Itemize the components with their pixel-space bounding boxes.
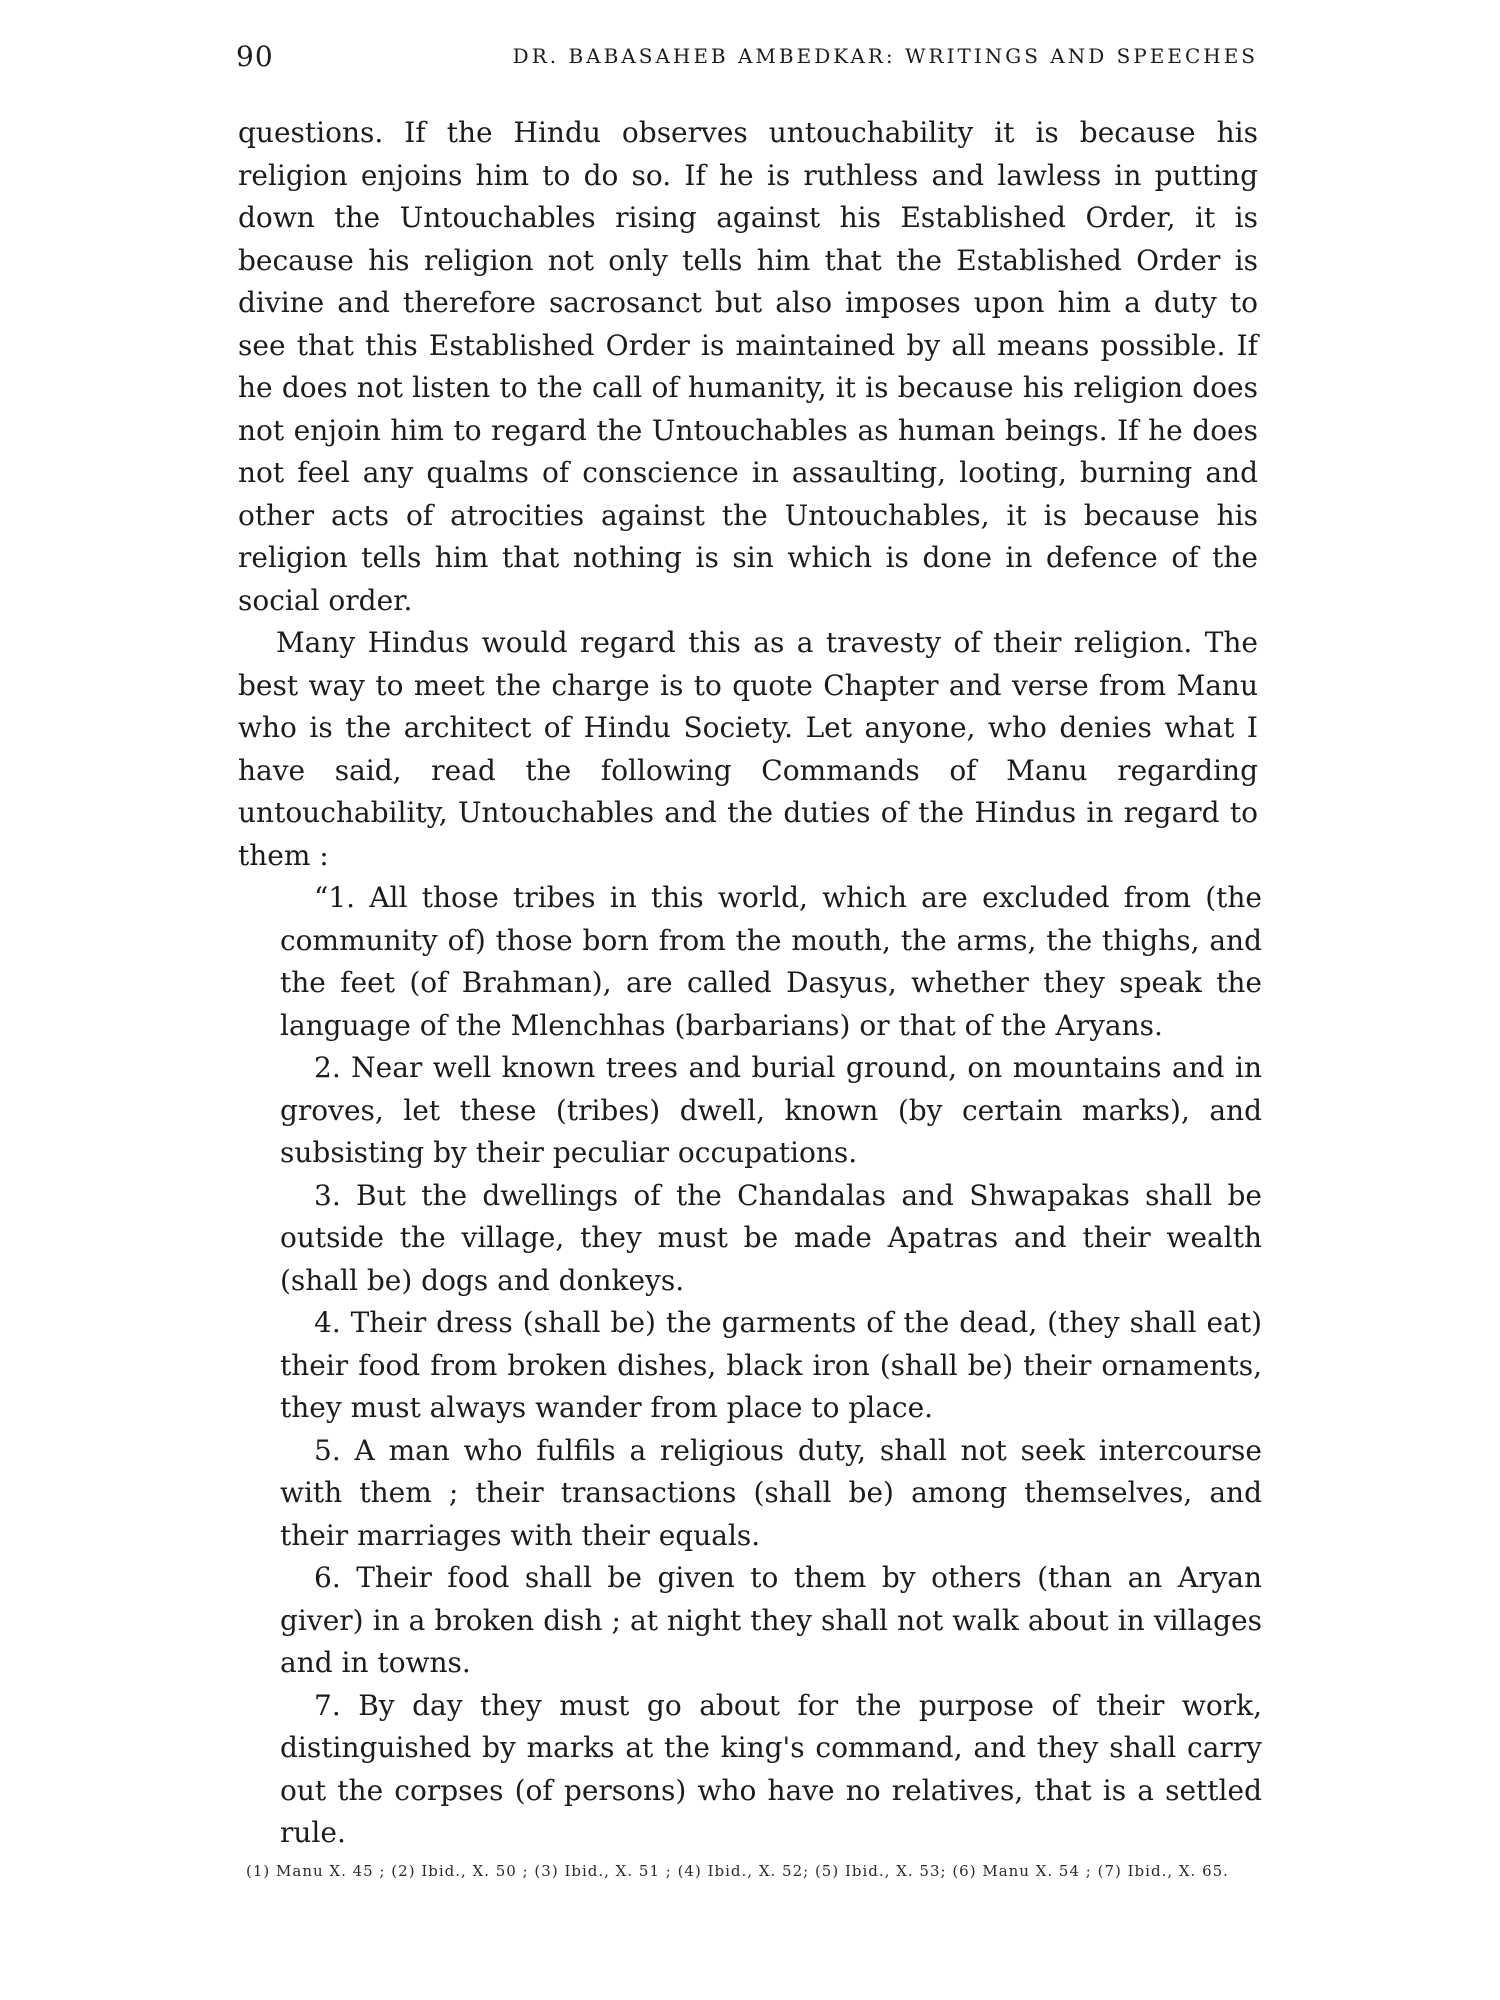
manu-command-5: 5. A man who fulfils a religious duty, shall not seek intercourse with them ; their transactions (shall be) among themselves, and their marriages with their equals. — [280, 1433, 1262, 1552]
paragraph-continuation: questions. If the Hindu observes untouchability it is because his religion enjoins him to do so. If he is ruthless and lawless in putting down the Untouchables rising against his Established Order, it is because his religion not only tells him that the Established Order is divine and therefore sacrosanct but also imposes upon him a duty to see that this Established Order is maintained by all means possible. If he does not listen to the call of humanity, it is because his religion does not enjoin him to regard the Untouchables as human beings. If he does not feel any qualms of conscience in assaulting, looting, burning and other acts of atrocities against the Untouchables, it is because his religion tells him that nothing is sin which is done in defence of the social order. — [238, 116, 1258, 617]
manu-command-3: 3. But the dwellings of the Chandalas and Shwapakas shall be outside the village, they must be made Apatras and their wealth (shall be) dogs and donkeys. — [280, 1178, 1262, 1297]
running-head: DR. BABASAHEB AMBEDKAR: WRITINGS AND SPEECHES — [512, 44, 1258, 68]
manu-command-7: 7. By day they must go about for the purpose of their work, distinguished by marks at the king's command, and they shall carry out the corpses (of persons) who have no relatives, that is a settled rule. — [280, 1688, 1262, 1849]
manu-commands-quote — [280, 877, 1262, 1855]
manu-command-2: 2. Near well known trees and burial ground, on mountains and in groves, let these (tribes) dwell, known (by certain marks), and subsisting by their peculiar occupations. — [280, 1051, 1262, 1169]
manu-command-4: 4. Their dress (shall be) the garments of the dead, (they shall eat) their food from broken dishes, black iron (shall be) their ornaments, they must always wander from place to place. — [280, 1306, 1262, 1424]
manu-command-1: “1. All those tribes in this world, which are excluded from (the community of) those born from the mouth, the arms, the thighs, and the feet (of Brahman), are called Dasyus, whether they speak the language of the Mlenchhas (barbarians) or that of the Aryans. — [280, 881, 1262, 1042]
page-header — [236, 40, 1258, 80]
footnote-references: (1) Manu X. 45 ; (2) Ibid., X. 50 ; (3) Ibid., X. 51 ; (4) Ibid., X. 52; (5) Ibid., X. 53; (6) Manu X. 54 ; (7) Ibid., X. 65. — [246, 1862, 1229, 1880]
body-text — [238, 112, 1262, 1855]
paragraph-manu-intro: Many Hindus would regard this as a travesty of their religion. The best way to meet the charge is to quote Chapter and verse from Manu who is the architect of Hindu Society. Let anyone, who denies what I have said, read the following Commands of Manu regarding untouchability, Untouchables and the duties of the Hindus in regard to them : — [238, 626, 1258, 872]
manu-command-6: 6. Their food shall be given to them by others (than an Aryan giver) in a broken dish ; at night they shall not walk about in villages and in towns. — [280, 1561, 1262, 1679]
page-number: 90 — [236, 40, 274, 73]
